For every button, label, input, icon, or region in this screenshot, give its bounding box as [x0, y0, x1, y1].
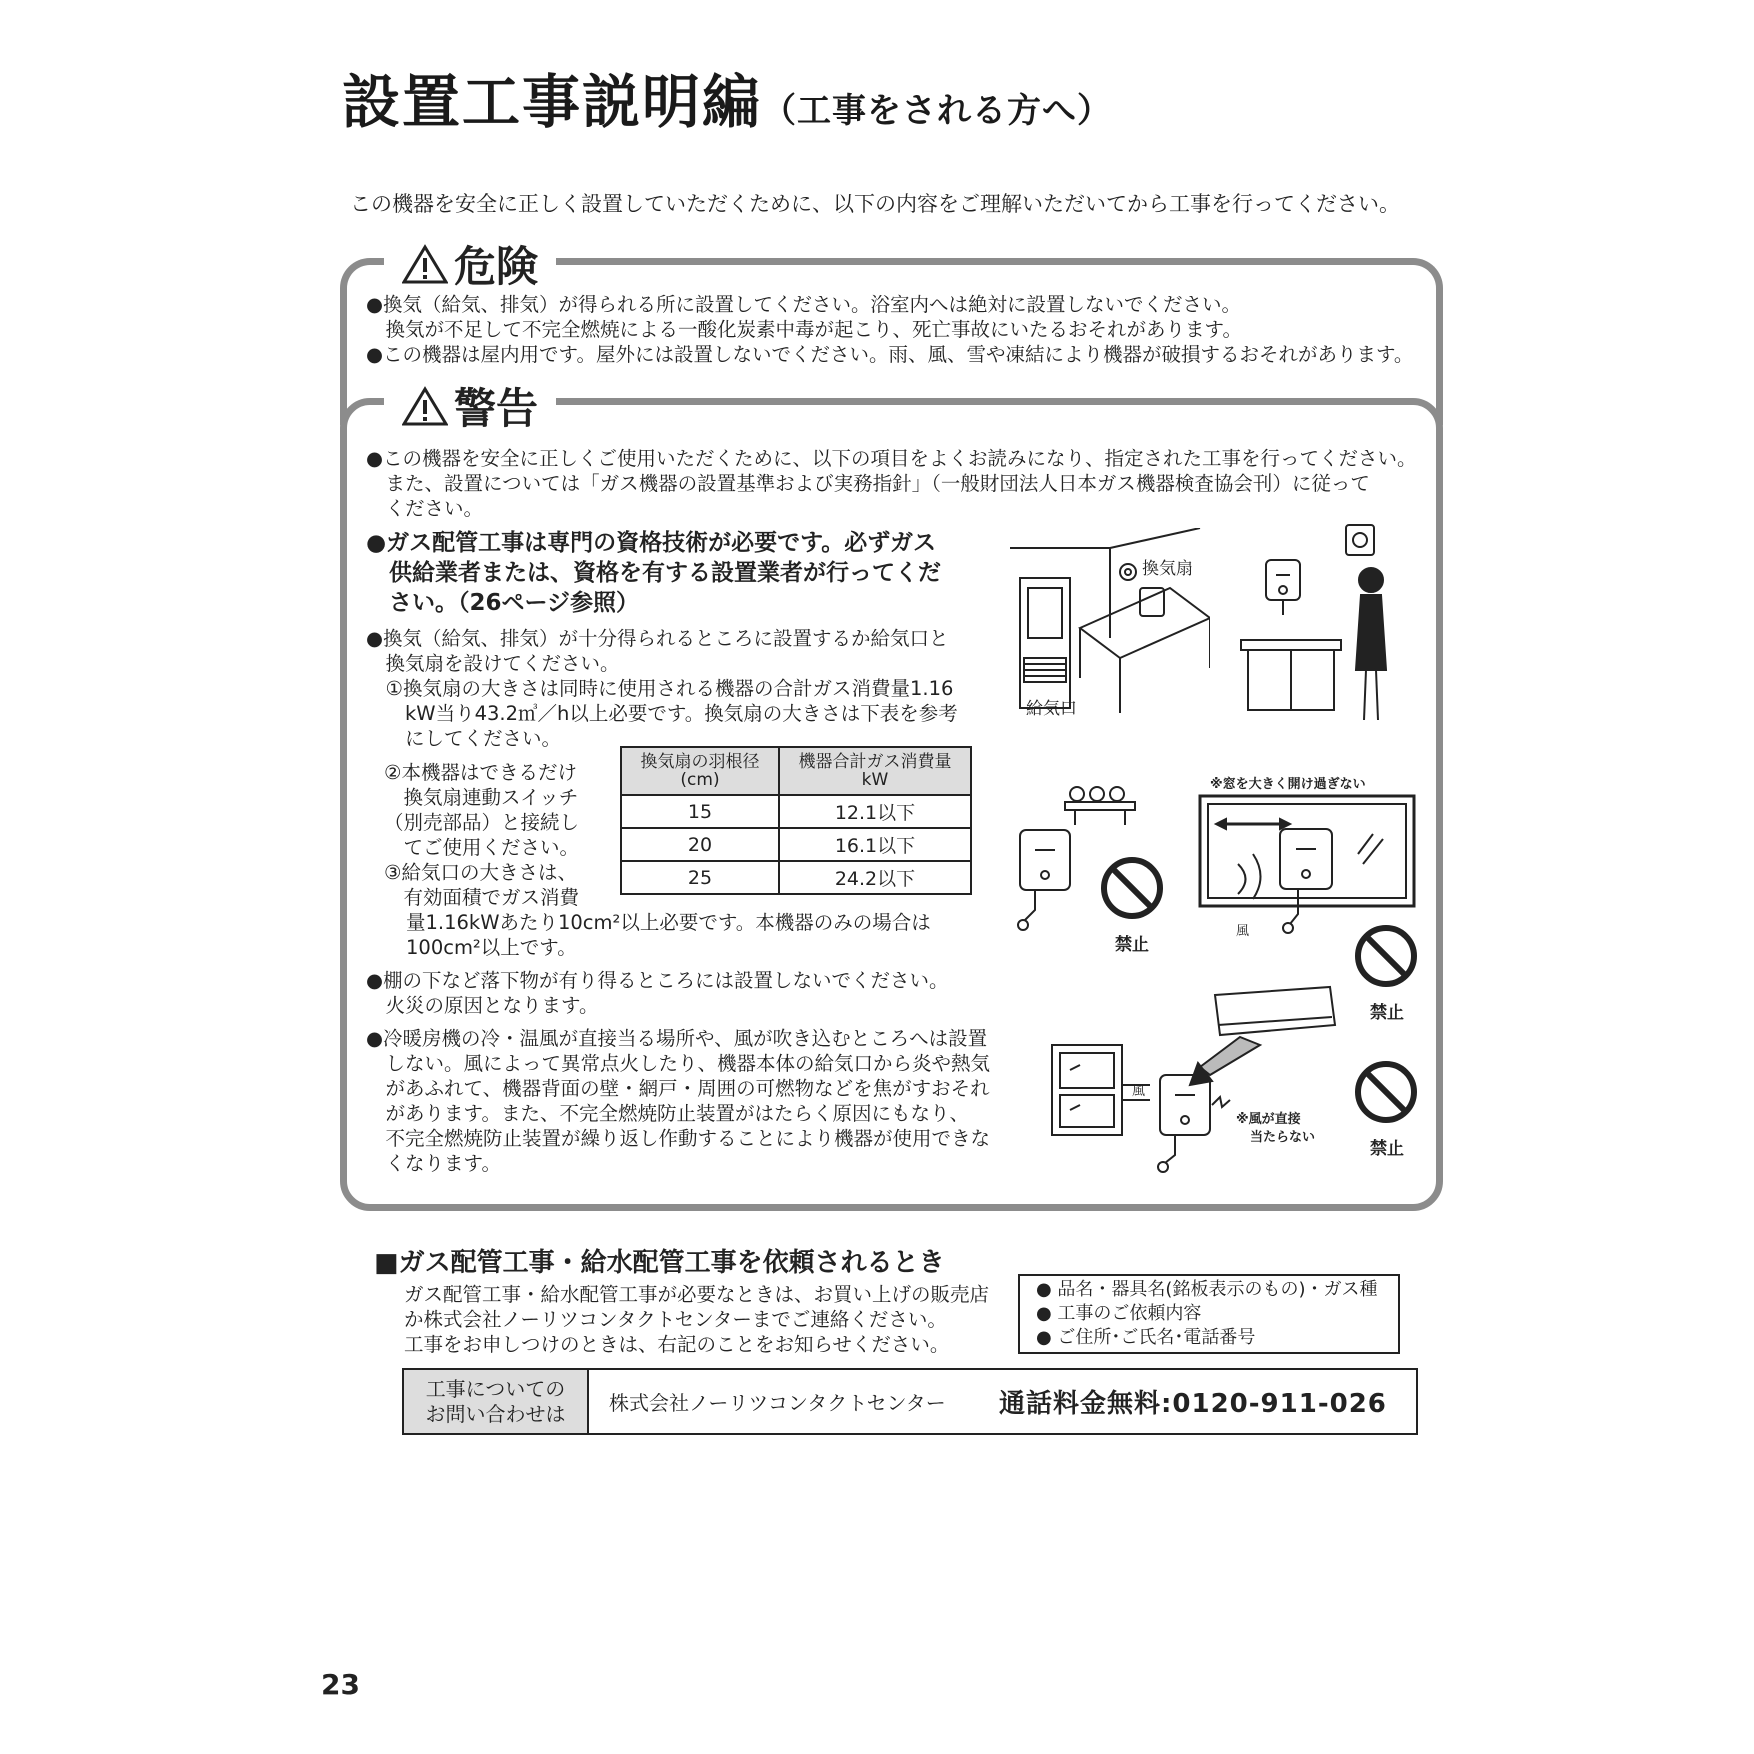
contact-company: 株式会社ノーリツコンタクトセンター [609, 1391, 946, 1415]
danger-line: 換気が不足して不完全燃焼による一酸化炭素中毒が起こり、死亡事故にいたるおそれがあります。 [366, 318, 1242, 341]
prohibit-label: 禁止 [1370, 1139, 1404, 1159]
page-number: 23 [321, 1668, 360, 1701]
vent-line: にしてください。 [366, 727, 562, 750]
request-line: ガス配管工事・給水配管工事が必要なときは、お買い上げの販売店 [404, 1283, 990, 1306]
danger-header-label: 危険 [454, 242, 539, 291]
wind-label: 風 [1132, 1084, 1146, 1099]
vent-line: kW当り43.2㎥／h以上必要です。換気扇の大きさは下表を参考 [366, 702, 958, 725]
table-row [621, 861, 971, 894]
aircon-text [366, 1026, 990, 1176]
danger-text [366, 292, 1413, 367]
person-heater-illustration [1236, 520, 1406, 730]
prohibit-icon [1354, 924, 1418, 988]
contact-label-line: お問い合わせは [425, 1401, 566, 1426]
vent-line: 換気扇を設けてください。 [366, 652, 620, 675]
item2-line: てご使用ください。 [384, 836, 580, 859]
contact-label [404, 1370, 589, 1433]
page-title [342, 55, 1112, 139]
warning-intro [366, 446, 1417, 521]
table-cell: 25 [621, 861, 779, 894]
gas-piping-line: さい。（26ページ参照） [366, 590, 640, 616]
vent-line: ●換気（給気、排気）が十分得られるところに設置するか給気口と [366, 627, 949, 650]
gas-piping-line: 供給業者または、資格を有する設置業者が行ってくだ [366, 560, 941, 586]
shelf-line: ●棚の下など落下物が有り得るところには設置しないでください。 [366, 969, 949, 992]
contact-box [402, 1368, 1418, 1435]
aircon-line: しない。風によって異常点火したり、機器本体の給気口から炎や熱気 [366, 1052, 991, 1075]
table-row [621, 828, 971, 861]
contact-label-line: 工事についての [425, 1376, 566, 1401]
item2-text [384, 760, 579, 910]
request-items-box [1018, 1274, 1400, 1354]
aircon-illustration [1050, 985, 1340, 1175]
request-text [404, 1282, 989, 1357]
request-title: ■ガス配管工事・給水配管工事を依頼されるとき [374, 1248, 945, 1278]
shelf-line: 火災の原因となります。 [366, 994, 599, 1017]
request-item: ● 品名・器具名(銘板表示のもの)・ガス種 [1036, 1279, 1378, 1300]
danger-header [384, 234, 556, 294]
prohibit-label: 禁止 [1370, 1003, 1404, 1023]
gas-piping-warning [366, 528, 941, 618]
item2-line: ③給気口の大きさは、 [384, 861, 577, 884]
item3-line: 量1.16kWあたり10cm²以上必要です。本機器のみの場合は [406, 911, 931, 934]
inlet-label: 給気口 [1026, 699, 1077, 719]
contact-phone[interactable]: 通話料金無料:0120-911-026 [999, 1389, 1387, 1419]
title-sub: （工事をされる方へ） [762, 91, 1113, 131]
aircon-note-1: ※風が直接 [1236, 1112, 1301, 1127]
fan-size-table [620, 746, 972, 895]
warning-intro-line: また、設置については「ガス機器の設置基準および実務指針」（一般財団法人日本ガス機器検査協会刊）に従って [366, 472, 1370, 495]
window-illustration [1198, 794, 1418, 944]
table-cell: 24.2以下 [779, 861, 971, 894]
warning-triangle-icon [402, 244, 448, 284]
item2-line: ②本機器はできるだけ [384, 761, 577, 784]
table-header-text: 換気扇の羽根径 (cm) [640, 752, 760, 790]
prohibit-icon [1354, 1060, 1418, 1124]
aircon-line: くなります。 [366, 1152, 501, 1175]
title-main: 設置工事説明編 [342, 68, 763, 136]
item2-line: 有効面積でガス消費 [384, 886, 580, 909]
aircon-line: ●冷暖房機の冷・温風が直接当る場所や、風が吹き込むところへは設置 [366, 1027, 988, 1050]
gas-piping-line: ●ガス配管工事は専門の資格技術が必要です。必ずガス [366, 530, 936, 556]
table-header-cell [779, 747, 971, 795]
item3-text [406, 910, 931, 960]
prohibit-icon [1100, 856, 1164, 920]
fan-label: 換気扇 [1142, 559, 1193, 579]
table-cell: 16.1以下 [779, 828, 971, 861]
table-row [621, 795, 971, 828]
intro-text: この機器を安全に正しく設置していただくために、以下の内容をご理解いただいてから工事を行ってください。 [350, 192, 1400, 216]
aircon-line: があります。また、不完全燃焼防止装置がはたらく原因にもなり、 [366, 1102, 969, 1125]
aircon-note-2: 当たらない [1250, 1130, 1316, 1145]
danger-line: ●この機器は屋内用です。屋外には設置しないでください。雨、風、雪や凍結により機器が破損するおそれがあります。 [366, 343, 1414, 366]
table-header-text: 機器合計ガス消費量 kW [798, 752, 952, 790]
warning-triangle-icon [402, 386, 448, 426]
request-item: ● 工事のご依頼内容 [1036, 1303, 1202, 1324]
prohibit-label: 禁止 [1115, 935, 1149, 955]
table-header-row [621, 747, 971, 795]
shelf-text [366, 968, 949, 1018]
item2-line: 換気扇連動スイッチ [384, 786, 579, 809]
vent-line: ①換気扇の大きさは同時に使用される機器の合計ガス消費量1.16 [366, 677, 954, 700]
table-cell: 12.1以下 [779, 795, 971, 828]
warning-header [384, 376, 556, 436]
table-cell: 20 [621, 828, 779, 861]
danger-line: ●換気（給気、排気）が得られる所に設置してください。浴室内へは絶対に設置しないでください。 [366, 293, 1242, 316]
ventilation-text [366, 626, 958, 751]
request-item: ● ご住所･ご氏名･電話番号 [1036, 1327, 1256, 1348]
item2-line: （別売部品）と接続し [384, 811, 580, 834]
table-header-cell [621, 747, 779, 795]
request-line: 工事をお申しつけのときは、右記のことをお知らせください。 [404, 1333, 950, 1356]
warning-header-label: 警告 [454, 384, 539, 433]
table-cell: 15 [621, 795, 779, 828]
wind-label: 風 [1236, 924, 1250, 939]
request-line: か株式会社ノーリツコンタクトセンターまでご連絡ください。 [404, 1308, 947, 1331]
aircon-line: があふれて、機器背面の壁・網戸・周囲の可燃物などを焦がすおそれ [366, 1077, 990, 1100]
aircon-line: 不完全燃焼防止装置が繰り返し作動することにより機器が使用できな [366, 1127, 991, 1150]
window-note: ※窓を大きく開け過ぎない [1210, 777, 1366, 792]
warning-intro-line: ●この機器を安全に正しくご使用いただくために、以下の項目をよくお読みになり、指定された工事を行ってください。 [366, 447, 1417, 470]
warning-intro-line: ください。 [366, 497, 484, 520]
item3-line: 100cm²以上です。 [406, 936, 577, 959]
